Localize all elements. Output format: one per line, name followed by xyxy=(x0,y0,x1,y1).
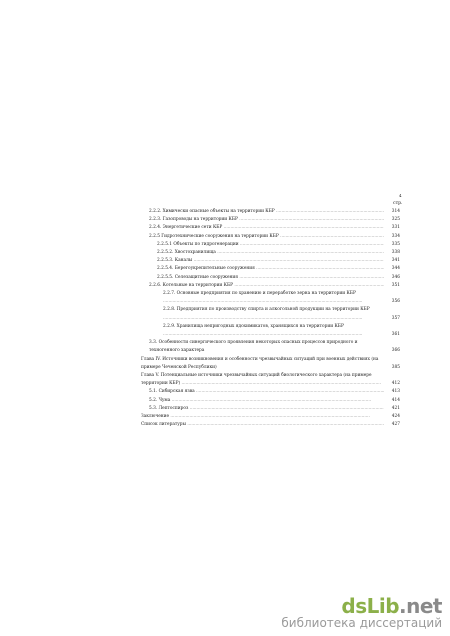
toc-entry xyxy=(141,282,406,290)
toc-entry-page: 414 xyxy=(391,397,400,403)
toc-entry xyxy=(141,241,406,249)
toc-entry-title: 5.2. Чума ..... xyxy=(141,397,384,405)
toc-entry-page: 331 xyxy=(391,225,400,231)
table-of-contents xyxy=(141,208,406,466)
toc-entry-page: 344 xyxy=(391,266,400,272)
toc-entry xyxy=(141,413,406,421)
toc-entry xyxy=(141,265,406,273)
toc-entry-title: 3.3. Особенности синергического проявления некоторых опасных процессов природного и техногенного характера ..... xyxy=(141,339,384,355)
toc-entry xyxy=(141,290,406,306)
toc-entry-page: 421 xyxy=(391,405,400,411)
toc-entry-page: 413 xyxy=(391,389,400,395)
toc-entry-title: 2.2.9. Хранилища непригодных ядохимикатов, хранящихся на территории КБР ..... xyxy=(141,323,384,339)
toc-entry-page: 341 xyxy=(391,258,400,264)
toc-entry-title: 2.2.5.1 Объекты по гидрогенерации ..... xyxy=(141,241,384,249)
toc-entry-title: 2.2.2. Химически опасные объекты на территории КБР ..... xyxy=(141,208,384,216)
toc-entry-title: 2.2.3. Газопроводы на территории КБР ..... xyxy=(141,216,384,224)
toc-entry-title: 2.2.5.2. Хвостохранилища ..... xyxy=(141,249,384,257)
toc-entry xyxy=(141,216,406,224)
toc-entry-page: 424 xyxy=(391,413,400,419)
toc-entry-page: 338 xyxy=(391,250,400,256)
toc-entry-title: 5.3. Лептоспироз ..... xyxy=(141,405,384,413)
toc-entry-title: 2.2.5.4. Берегоукрепительные сооружения ..... xyxy=(141,265,384,273)
toc-entry-page: 325 xyxy=(391,217,400,223)
toc-entry xyxy=(141,339,406,355)
logo-part-dslib: dsLib xyxy=(341,594,400,618)
dslib-logo[interactable] xyxy=(281,594,442,618)
logo-part-net: .net xyxy=(399,594,442,618)
toc-entry-title: Глава V. Потенциальные источники чрезвычайных ситуаций биологического характера (на примере территории КБР) ..... xyxy=(141,372,384,388)
page-number: 4 xyxy=(399,193,402,198)
page-column-header: стр. xyxy=(393,201,403,206)
toc-entry xyxy=(141,421,406,429)
toc-entry-title: 2.2.6. Котельные на территории КБР ..... xyxy=(141,282,384,290)
toc-entry xyxy=(141,372,406,388)
toc-entry xyxy=(141,388,406,396)
toc-entry-page: 385 xyxy=(391,364,400,370)
toc-entry-page: 366 xyxy=(391,348,400,354)
toc-entry xyxy=(141,356,406,372)
toc-entry-page: 314 xyxy=(391,209,400,214)
toc-entry-title: Глава IV. Источники возникновения и особенности чрезвычайных ситуаций при военных действиях (на примере Чеченской Республики) ..... xyxy=(141,356,384,372)
toc-entry-page: 334 xyxy=(391,233,400,239)
toc-entry xyxy=(141,405,406,413)
toc-entry-title: 2.2.5 Гидротехнические сооружения на территории КБР ..... xyxy=(141,233,384,241)
toc-entry-title: 2.2.8. Предприятия по производству спирта и алкогольной продукции на территории КБР ..... xyxy=(141,306,384,322)
toc-entry-title: Список литературы ..... xyxy=(141,421,384,429)
toc-entry-page: 427 xyxy=(391,422,400,428)
toc-entry-title: 2.2.4. Энергетические сети КБР ..... xyxy=(141,224,384,232)
toc-entry-page: 356 xyxy=(391,299,400,305)
site-tagline: библиотека диссертаций xyxy=(281,616,442,630)
toc-entry xyxy=(141,249,406,257)
toc-entry-page: 346 xyxy=(391,274,400,280)
toc-entry xyxy=(141,224,406,232)
toc-entry-page: 351 xyxy=(391,282,400,288)
toc-entry xyxy=(141,397,406,405)
toc-entry-title: 5.1. Сибирская язва ..... xyxy=(141,388,384,396)
toc-entry-title: Заключение ..... xyxy=(141,413,384,421)
toc-entry-title: 2.2.5.5. Селезащитные сооружения ..... xyxy=(141,274,384,282)
toc-entry xyxy=(141,274,406,282)
toc-entry-page: 357 xyxy=(391,315,400,321)
toc-entry-page: 335 xyxy=(391,241,400,247)
toc-entry xyxy=(141,306,406,322)
toc-entry-title: 2.2.7. Основные предприятия по хранению и переработке зерна на территории КБР ..... xyxy=(141,290,384,306)
toc-entry-page: 361 xyxy=(391,332,400,337)
toc-entry xyxy=(141,208,406,216)
toc-entry-title: 2.2.5.3. Каналы ..... xyxy=(141,257,384,265)
toc-entry xyxy=(141,323,406,339)
toc-entry xyxy=(141,233,406,241)
site-watermark[interactable] xyxy=(281,594,442,630)
toc-entry xyxy=(141,257,406,265)
toc-entry-page: 412 xyxy=(391,381,400,387)
